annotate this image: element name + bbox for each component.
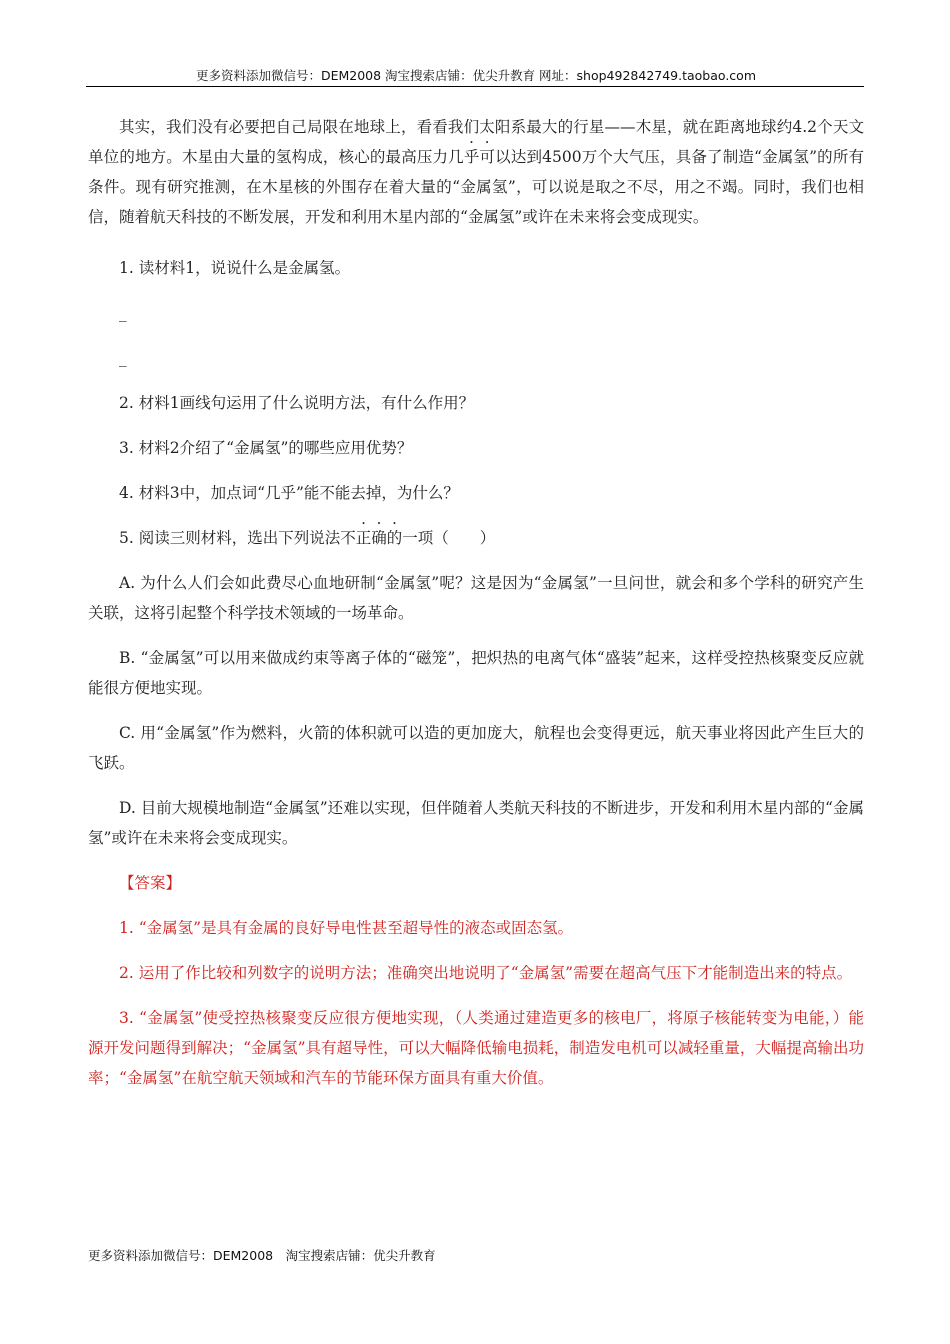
question-5 bbox=[88, 523, 864, 553]
answer-2: 2. 运用了作比较和列数字的说明方法；准确突出地说明了“金属氢”需要在超高气压下才能制造出来的特点。 bbox=[119, 964, 853, 982]
option-b: B. “金属氢”可以用来做成约束等离子体的“磁笼”，把炽热的电离气体“盛装”起来，这样受控热核聚变反应就能很方便地实现。 bbox=[88, 649, 864, 697]
question-1: 1. 读材料1，说说什么是金属氢。 bbox=[119, 259, 351, 277]
header-rule bbox=[86, 86, 864, 87]
answer-1: 1. “金属氢”是具有金属的良好导电性甚至超导性的液态或固态氢。 bbox=[119, 919, 574, 937]
option-a: A. 为什么人们会如此费尽心血地研制“金属氢”呢？这是因为“金属氢”一旦问世，就会和多个学科的研究产生关联，这将引起整个科学技术领域的一场革命。 bbox=[88, 574, 864, 622]
intro-paragraph bbox=[88, 112, 864, 232]
question-3: 3. 材料2介绍了“金属氢”的哪些应用优势？ bbox=[119, 439, 413, 457]
emphasis-dot-char: 乎 bbox=[463, 148, 480, 166]
answer-label: 【答案】 bbox=[119, 874, 182, 892]
intro-part1: 其实，我们没有必要把自己局限在地球上，看看我们太阳系最大的行星——木星，就在距离地球约4.2个天文单位的地方。木星由大量的氢构成，核心的最高压力 bbox=[88, 118, 864, 166]
emphasis-dot-char: 确 bbox=[371, 529, 387, 547]
answer-3: 3. “金属氢”使受控热核聚变反应很方便地实现，（人类通过建造更多的核电厂，将原子核能转变为电能，）能源开发问题得到解决；“金属氢”具有超导性，可以大幅降低输电损耗，制造发电机可以减轻重量，大幅提高输出功率；“金属氢”在航空航天领域和汽车的节能环保方面具有重大价值。 bbox=[88, 1009, 864, 1087]
option-d: D. 目前大规模地制造“金属氢”还难以实现，但伴随着人类航天科技的不断进步，开发和利用木星内部的“金属氢”或许在未来将会变成现实。 bbox=[88, 799, 864, 847]
document-body bbox=[88, 112, 864, 1108]
intro-part2: 可以达到4500万个大气压，具备了制造“金属氢”的所有条件。现有研究推测，在木星核的外围存在着大量的“金属氢”，可以说是取之不尽，用之不竭。同时，我们也相信，随着航天科技的不断发展，开发和利用木星内部的“金属氢”或许在未来将会变成现实。 bbox=[88, 148, 864, 226]
question-2: 2. 材料1画线句运用了什么说明方法，有什么作用？ bbox=[119, 394, 475, 412]
emphasis-dot-char: 正 bbox=[355, 529, 372, 547]
question-4: 4. 材料3中，加点词“几乎”能不能去掉，为什么？ bbox=[119, 484, 459, 502]
page-footer: 更多资料添加微信号：DEM2008 淘宝搜索店铺：优尖升教育 bbox=[88, 1248, 436, 1263]
answer-blank: _ bbox=[119, 349, 127, 367]
q5-prefix: 5. 阅读三则材料，选出下列说法 bbox=[119, 529, 341, 547]
page-header: 更多资料添加微信号：DEM2008 淘宝搜索店铺：优尖升教育 网址：shop492842749.taobao.com bbox=[195, 68, 757, 83]
answer-blank: _ bbox=[119, 304, 127, 322]
q5-suffix: 的一项（ ） bbox=[386, 529, 496, 547]
emphasis-dot-char: 不 bbox=[340, 529, 356, 547]
emphasis-dot-char: 几 bbox=[448, 148, 464, 166]
option-c: C. 用“金属氢”作为燃料，火箭的体积就可以造的更加庞大，航程也会变得更远，航天事业将因此产生巨大的飞跃。 bbox=[88, 724, 864, 772]
